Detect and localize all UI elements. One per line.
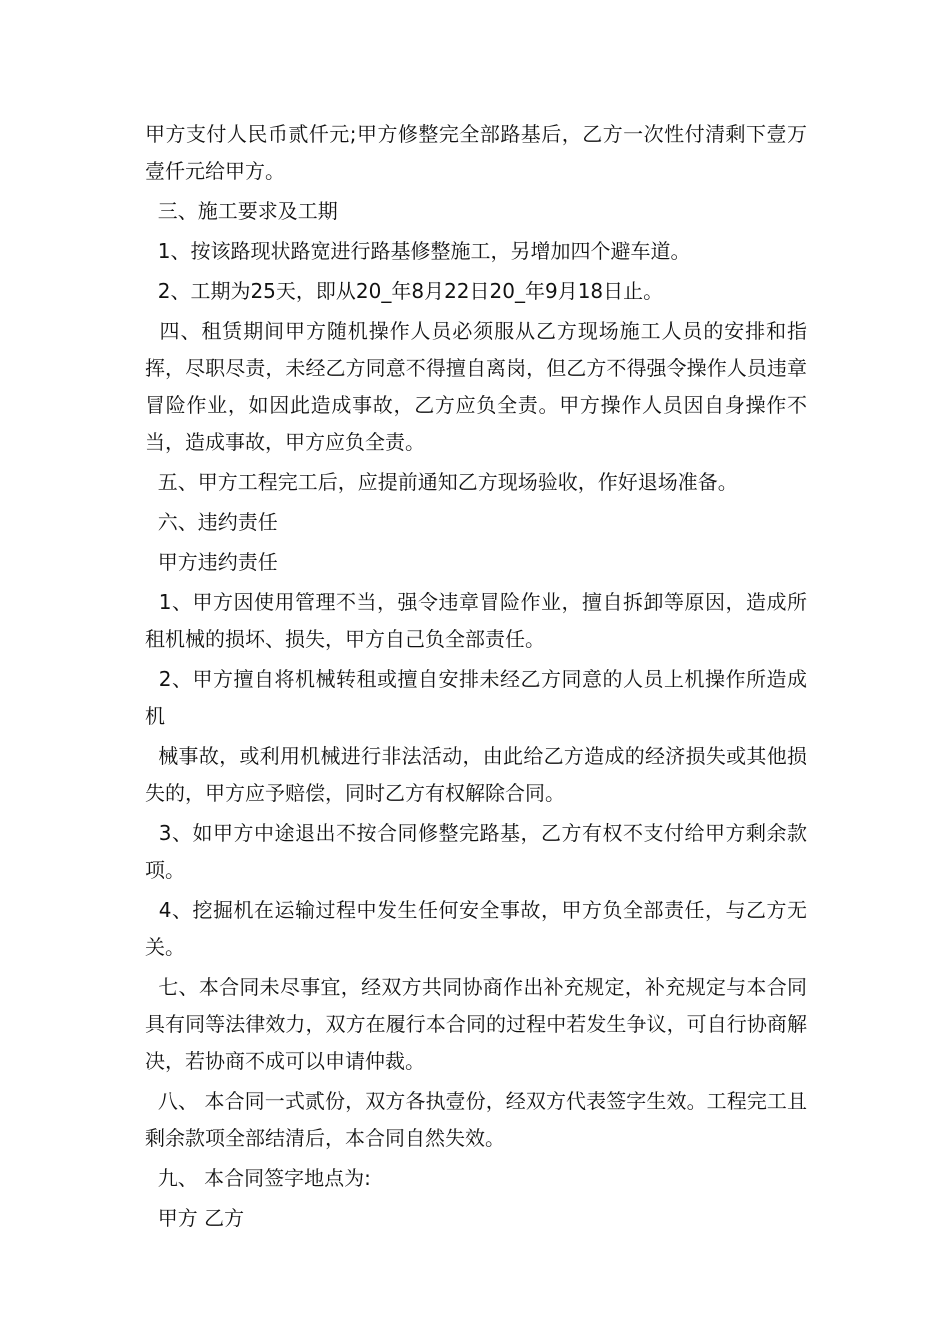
section-completion-notice: 五、甲方工程完工后，应提前通知乙方现场验收，作好退场准备。 bbox=[145, 470, 738, 494]
section-signing-place: 九、 本合同签字地点为: bbox=[145, 1166, 371, 1190]
clause-transport-accident: 4、挖掘机在运输过程中发生任何安全事故，甲方负全部责任，与乙方无关。 bbox=[145, 898, 807, 959]
clause-construction-period: 2、工期为25天，即从20_年8月22日20_年9月18日止。 bbox=[145, 279, 664, 303]
section-supplementary-provisions: 七、本合同未尽事宜，经双方共同协商作出补充规定，补充规定与本合同具有同等法律效力，双方在履行本合同的过程中若发生争议，可自行协商解决，若协商不成可以申请仲裁。 bbox=[145, 975, 807, 1073]
clause-improper-use: 1、甲方因使用管理不当，强令违章冒险作业，擅自拆卸等原因，造成所租机械的损坏、损失，甲方自己负全部责任。 bbox=[145, 590, 807, 651]
paragraph-payment-terms: 甲方支付人民币贰仟元;甲方修整完全部路基后，乙方一次性付清剩下壹万壹仟元给甲方。 bbox=[145, 122, 807, 183]
section-operator-obligations: 四、租赁期间甲方随机操作人员必须服从乙方现场施工人员的安排和指挥，尽职尽责，未经乙方同意不得擅自离岗，但乙方不得强令操作人员违章冒险作业，如因此造成事故，乙方应负全责。甲方操作人员因自身操作不当，造成事故，甲方应负全责。 bbox=[145, 319, 807, 454]
clause-road-width: 1、按该路现状路宽进行路基修整施工，另增加四个避车道。 bbox=[145, 239, 691, 263]
section-heading-construction-requirements: 三、施工要求及工期 bbox=[145, 199, 338, 223]
clause-sublease-continued: 械事故，或利用机械进行非法活动，由此给乙方造成的经济损失或其他损失的，甲方应予赔偿，同时乙方有权解除合同。 bbox=[145, 744, 807, 805]
clause-sublease: 2、甲方擅自将机械转租或擅自安排未经乙方同意的人员上机操作所造成机 bbox=[145, 667, 807, 728]
subheading-party-a-liability: 甲方违约责任 bbox=[145, 550, 278, 574]
section-copies-effectiveness: 八、 本合同一式贰份，双方各执壹份，经双方代表签字生效。工程完工且剩余款项全部结清后，本合同自然失效。 bbox=[145, 1089, 807, 1150]
document-page bbox=[145, 116, 807, 1237]
section-heading-liability: 六、违约责任 bbox=[145, 510, 278, 534]
signature-parties: 甲方 乙方 bbox=[145, 1206, 245, 1230]
clause-early-withdrawal: 3、如甲方中途退出不按合同修整完路基，乙方有权不支付给甲方剩余款项。 bbox=[145, 821, 807, 882]
